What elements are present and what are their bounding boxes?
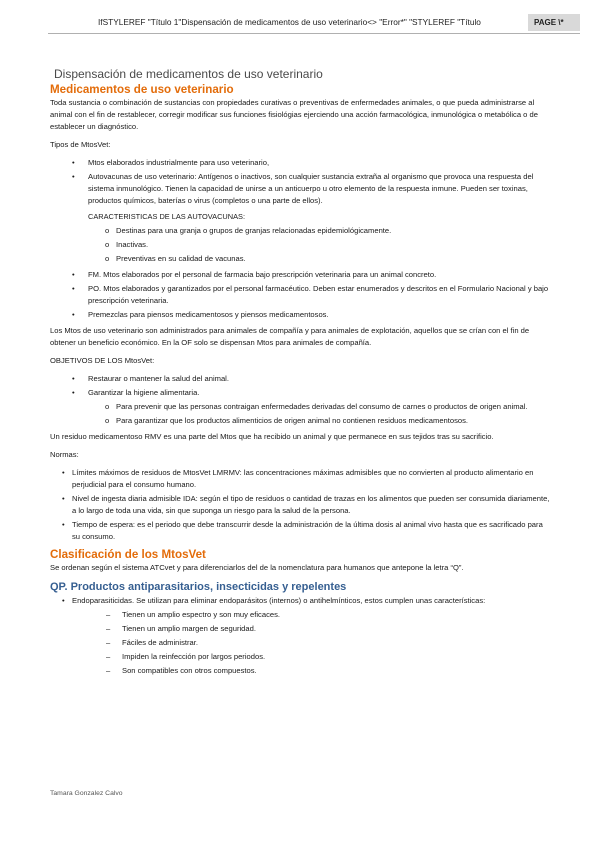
document-title: Dispensación de medicamentos de uso veterinario — [54, 67, 323, 81]
objectives-label: OBJETIVOS DE LOS MtosVet: — [50, 356, 155, 365]
administration-paragraph: Los Mtos de uso veterinario son administrados para animales de compañía y para animales de explotación, aquellos que se crían con el fin de obtener un beneficio económico. En la OF solo se dispensan Mtos para animales de compañía. — [50, 326, 530, 347]
list-item: – Tienen un amplio espectro y son muy eficaces. — [50, 609, 550, 621]
list-item: – Impiden la reinfección por largos periodos. — [50, 651, 550, 663]
list-item: – Son compatibles con otros compuestos. — [50, 665, 550, 677]
norms-label: Normas: — [50, 450, 79, 459]
list-item: o Preventivas en su calidad de vacunas. — [50, 253, 550, 265]
list-item: • Nivel de ingesta diaria admisible IDA: según el tipo de residuos o cantidad de trazas en los alimentos que pueden ser consumida diariamente, a lo largo de toda una vida, sin que suponga un riesgo para la salud de la persona. — [50, 493, 550, 517]
list-item: o Para garantizar que los productos alimenticios de origen animal no contienen residuos medicamentosos. — [50, 415, 550, 427]
residue-paragraph: Un residuo medicamentoso RMV es una parte del Mtos que ha recibido un animal y que permanece en sus tejidos tras su sacrificio. — [50, 432, 494, 441]
subsection-heading-qp: QP. Productos antiparasitarios, insecticidas y repelentes — [50, 581, 347, 593]
autovacunas-heading: CARACTERISTICAS DE LAS AUTOVACUNAS: — [88, 212, 246, 221]
footer-author: Tamara Gonzalez Calvo — [50, 790, 123, 797]
qp-list — [50, 595, 550, 677]
page-number-field: PAGE \* — [528, 14, 580, 31]
section-heading-clasificacion: Clasificación de los MtosVet — [50, 548, 206, 561]
list-item: • Restaurar o mantener la salud del animal. — [50, 373, 550, 385]
list-item: • Autovacunas de uso veterinario: Antígenos o inactivos, son cualquier sustancia extraña al organismo que provoca una respuesta del sistema inmunológico. Tienen la capacidad de unirse a un anticuerpo u otro elemento de la respuesta inmune. Pueden ser toxinas, productos químicos, baterías o virus (completos o una parte de ellos). — [50, 171, 550, 207]
list-item: o Inactivas. — [50, 239, 550, 251]
types-list-continued — [50, 269, 550, 321]
types-list — [50, 157, 550, 207]
document-body — [50, 66, 550, 681]
classification-paragraph: Se ordenan según el sistema ATCvet y para diferenciarlos del de la nomenclatura para humanos que antepone la letra “Q”. — [50, 563, 464, 572]
autovacunas-list — [50, 225, 550, 265]
list-item: • Garantizar la higiene alimentaria. — [50, 387, 550, 399]
list-item: o Para prevenir que las personas contraigan enfermedades derivadas del consumo de carnes o productos de origen animal. — [50, 401, 550, 413]
list-item: • Premezclas para piensos medicamentosos y piensos medicamentosos. — [50, 309, 550, 321]
list-item: • Límites máximos de residuos de MtosVet LMRMV: las concentraciones máximas admisibles que no convierten al producto alimentario en perjudicial para el consumo humano. — [50, 467, 550, 491]
list-item: • Mtos elaborados industrialmente para uso veterinario, — [50, 157, 550, 169]
section-heading-medicamentos: Medicamentos de uso veterinario — [50, 83, 234, 96]
header-field-code: IfSTYLEREF "Título 1"Dispensación de medicamentos de uso veterinario<> "Error*" "STYLEREF "Título — [98, 17, 481, 27]
list-item: • Tiempo de espera: es el periodo que debe transcurrir desde la administración de la última dosis al animal vivo hasta que es sacrificado para su consumo. — [50, 519, 550, 543]
intro-paragraph: Toda sustancia o combinación de sustancias con propiedades curativas o preventivas de enfermedades animales, o que pueda administrarse al animal con el fin de restablecer, corregir modificar sus funciones fisiológias ejerciendo una acción farmacológica, inmunológica o metabólica o de establecer un diagnóstico. — [50, 98, 538, 131]
norms-list — [50, 467, 550, 543]
list-item: • FM. Mtos elaborados por el personal de farmacia bajo prescripción veterinaria para un animal concreto. — [50, 269, 550, 281]
objectives-list — [50, 373, 550, 427]
list-item: • PO. Mtos elaborados y garantizados por el personal farmacéutico. Deben estar enumerados y descritos en el Formulario Nacional y bajo prescripción veterinaria. — [50, 283, 550, 307]
list-item: – Fáciles de administrar. — [50, 637, 550, 649]
list-item: • Endoparasiticidas. Se utilizan para eliminar endoparásitos (internos) o antihelmínticos, estos cumplen unas características: — [50, 595, 550, 607]
list-item: – Tienen un amplio margen de seguridad. — [50, 623, 550, 635]
list-item: o Destinas para una granja o grupos de granjas relacionadas epidemiológicamente. — [50, 225, 550, 237]
types-label: Tipos de MtosVet: — [50, 140, 111, 149]
header-divider — [48, 33, 580, 34]
